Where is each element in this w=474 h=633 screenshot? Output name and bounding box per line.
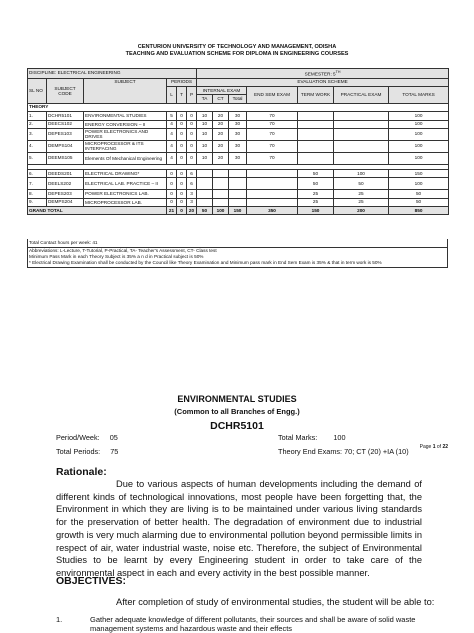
- table-cell: 100: [213, 207, 229, 215]
- table-cell-ct: 20: [213, 128, 229, 140]
- min-pass-note: Minimum Pass Mark in each Theory Subject is 35% a n d in Practical subject is 50%: [29, 254, 204, 259]
- drawing-note: * Electrical Drawing Examination shall be conducted by the Council like Theory Examination and Minimum pass mark in End Sem Exam is 35% & that in term work is 50%: [29, 260, 382, 265]
- table-cell-ta: [197, 169, 213, 177]
- table-cell-t: 0: [177, 140, 187, 152]
- table-cell-tw: [298, 120, 334, 128]
- table-cell: 150: [298, 207, 334, 215]
- table-cell-code: DEEDS201: [47, 169, 84, 177]
- table-cell-code: DEMPS104: [47, 140, 84, 152]
- table-cell-pe: [334, 128, 389, 140]
- table-cell-code: DEELS202: [47, 178, 84, 190]
- table-cell-p: 6: [187, 169, 197, 177]
- university-name: CENTURION UNIVERSITY OF TECHNOLOGY AND MANAGEMENT, ODISHA: [137, 44, 337, 50]
- col-subject: SUBJECT: [84, 78, 167, 103]
- rationale-heading: Rationale:: [56, 466, 107, 478]
- table-cell-subject: Elements Of Mechanical Engineering: [84, 152, 167, 164]
- table-cell-tm: 100: [389, 152, 449, 164]
- table-cell-t: 0: [177, 120, 187, 128]
- period-week: Period/Week: 05: [56, 433, 118, 442]
- table-cell-l: 0: [167, 169, 177, 177]
- table-cell-es: 70: [247, 112, 298, 120]
- table-cell-es: [247, 190, 298, 198]
- table-cell-ta: [197, 198, 213, 206]
- table-cell-l: 4: [167, 140, 177, 152]
- table-cell: 0: [177, 207, 187, 215]
- table-cell-p: 3: [187, 190, 197, 198]
- table-cell-ct: 20: [213, 152, 229, 164]
- table-cell: 20: [187, 207, 197, 215]
- col-termwork: TERM WORK: [298, 86, 334, 103]
- course-code: DCHR5101: [210, 420, 264, 432]
- evaluation-scheme-table: [27, 68, 449, 215]
- col-endsem: END SEM EXAM: [247, 86, 298, 103]
- table-cell-ct: 20: [213, 120, 229, 128]
- table-cell-subject: MICROPROCESSOR & ITS INTERFACING: [84, 140, 167, 152]
- table-cell-code: DCHR5101: [47, 112, 84, 120]
- table-cell-tm: 150: [389, 169, 449, 177]
- table-cell-tw: [298, 140, 334, 152]
- table-cell-ta: 10: [197, 128, 213, 140]
- table-cell-subject: ELECTRICAL DRAWING*: [84, 169, 167, 177]
- table-cell-p: 0: [187, 128, 197, 140]
- table-row: [28, 128, 449, 140]
- table-cell-tm: 100: [389, 120, 449, 128]
- table-cell: 350: [247, 207, 298, 215]
- table-cell-tot: 30: [229, 128, 247, 140]
- table-cell-ta: [197, 178, 213, 190]
- table-cell-tw: 25: [298, 190, 334, 198]
- course-title: ENVIRONMENTAL STUDIES: [177, 394, 297, 404]
- col-periods: PERIODS: [167, 78, 197, 86]
- table-cell-tot: [229, 178, 247, 190]
- table-cell-es: [247, 178, 298, 190]
- table-cell-l: 0: [167, 178, 177, 190]
- table-cell: 21: [167, 207, 177, 215]
- table-cell-tw: [298, 152, 334, 164]
- table-row: [28, 112, 449, 120]
- table-cell-t: 0: [177, 152, 187, 164]
- table-row: [28, 140, 449, 152]
- table-cell-t: 0: [177, 190, 187, 198]
- table-cell-es: 70: [247, 120, 298, 128]
- table-cell-sl: 4.: [28, 140, 47, 152]
- objectives-heading: OBJECTIVES:: [56, 575, 127, 587]
- grand-total-label: GRAND TOTAL: [28, 207, 167, 215]
- col-sl: SL NO: [28, 78, 47, 103]
- table-cell-es: 70: [247, 140, 298, 152]
- theory-label: THEORY: [28, 103, 449, 111]
- abbreviations-note: Abbreviations: L-Lecture, T-Tutorial, P-Practical, TA- Teacher's Assessment, CT- Class test: [29, 248, 217, 253]
- table-cell-ct: 20: [213, 140, 229, 152]
- table-cell-sl: 8.: [28, 190, 47, 198]
- table-cell-p: 0: [187, 120, 197, 128]
- table-cell-t: 0: [177, 198, 187, 206]
- table-cell-t: 0: [177, 112, 187, 120]
- table-cell: 850: [389, 207, 449, 215]
- notes-block: [27, 247, 448, 268]
- table-cell: 50: [197, 207, 213, 215]
- table-cell-subject: POWER ELECTRONICS LAB.: [84, 190, 167, 198]
- table-row: [28, 178, 449, 190]
- table-cell-tot: 30: [229, 112, 247, 120]
- table-cell-ta: 10: [197, 140, 213, 152]
- table-cell-es: [247, 169, 298, 177]
- table-cell-ta: 10: [197, 120, 213, 128]
- page-number: Page 1 of 22: [419, 444, 448, 450]
- table-cell-l: 4: [167, 152, 177, 164]
- course-subtitle: (Common to all Branches of Engg.): [174, 407, 300, 416]
- table-cell-pe: [334, 152, 389, 164]
- table-cell-l: 0: [167, 198, 177, 206]
- table-cell-subject: ENERGY CONVERSION – II: [84, 120, 167, 128]
- table-cell-code: DEMPS204: [47, 198, 84, 206]
- table-cell-sl: 7.: [28, 178, 47, 190]
- total-periods: Total Periods: 75: [56, 447, 119, 456]
- table-cell-t: 0: [177, 169, 187, 177]
- contact-hours: Total Contact hours per week: 41: [27, 239, 448, 248]
- table-cell-tm: 100: [389, 178, 449, 190]
- table-cell-tm: 50: [389, 198, 449, 206]
- table-cell-es: 70: [247, 128, 298, 140]
- table-cell-l: 4: [167, 128, 177, 140]
- table-row: [28, 169, 449, 177]
- theory-rows: [28, 112, 449, 165]
- table-cell-ct: [213, 169, 229, 177]
- table-cell-l: 4: [167, 120, 177, 128]
- table-cell: 200: [334, 207, 389, 215]
- table-cell-p: 0: [187, 112, 197, 120]
- col-code: SUBJECT CODE: [47, 78, 84, 103]
- practical-rows: [28, 169, 449, 206]
- table-cell-p: 0: [187, 152, 197, 164]
- table-cell-tw: [298, 112, 334, 120]
- table-row: [28, 190, 449, 198]
- table-cell-es: [247, 198, 298, 206]
- objectives-intro: After completion of study of environmental studies, the student will be able to:: [116, 597, 435, 607]
- table-cell-ta: 10: [197, 152, 213, 164]
- table-cell-tw: 50: [298, 178, 334, 190]
- table-cell-p: 3: [187, 198, 197, 206]
- col-practical: PRACTICAL EXAM: [334, 86, 389, 103]
- table-cell-pe: [334, 140, 389, 152]
- col-internal: INTERNAL EXAM: [197, 86, 247, 94]
- table-cell-t: 0: [177, 178, 187, 190]
- table-cell-sl: 6.: [28, 169, 47, 177]
- table-row: [28, 198, 449, 206]
- table-cell-tot: 30: [229, 140, 247, 152]
- table-cell-tot: [229, 169, 247, 177]
- total-marks: Total Marks: 100: [278, 433, 346, 442]
- table-cell-l: 0: [167, 190, 177, 198]
- table-cell-tw: [298, 128, 334, 140]
- table-cell-code: DEEMS105: [47, 152, 84, 164]
- table-cell-t: 0: [177, 128, 187, 140]
- objective-text: Gather adequate knowledge of different pollutants, their sources and shall be aware of solid waste management systems and hazardous waste and their effects: [90, 615, 416, 633]
- col-ta: TA: [197, 95, 213, 103]
- table-cell-code: DEPES203: [47, 190, 84, 198]
- table-cell-subject: ENVIRONMENTAL STUDIES: [84, 112, 167, 120]
- table-cell-pe: [334, 120, 389, 128]
- table-cell-sl: 3.: [28, 128, 47, 140]
- table-cell-ta: [197, 190, 213, 198]
- col-ct: CT: [213, 95, 229, 103]
- table-cell-tot: [229, 190, 247, 198]
- table-cell-tot: 30: [229, 152, 247, 164]
- table-cell-es: 70: [247, 152, 298, 164]
- table-cell-subject: POWER ELECTRONICS AND DRIVES: [84, 128, 167, 140]
- table-cell-tm: 50: [389, 190, 449, 198]
- table-row: [28, 152, 449, 164]
- table-cell-sl: 5.: [28, 152, 47, 164]
- col-t: T: [177, 86, 187, 103]
- table-cell-subject: MICROPROCESSOR LAB.: [84, 198, 167, 206]
- rationale-text: Due to various aspects of human developments including the demand of different kinds of technological innovations, most people have been forgetting that, the Environment in which they are living is to be maintained under various living standards for the preservation of better health. The degradation of environment due to industrial growth is very much alarming due to environmental pollution beyond permissible limits in respect of air, water industrial waste, noise etc. Therefore, the subject of Environmental Studies to be learnt by every Engineering student in order to take care of the environmental aspect in each and every activity in the best possible manner.: [56, 479, 422, 578]
- table-cell: 150: [229, 207, 247, 215]
- theory-end-exams: Theory End Exams: 70; CT (20) +IA (10): [278, 447, 409, 456]
- table-cell-ct: [213, 190, 229, 198]
- table-cell-ct: 20: [213, 112, 229, 120]
- table-row: [28, 120, 449, 128]
- table-cell-sl: 1.: [28, 112, 47, 120]
- table-cell-sl: 9.: [28, 198, 47, 206]
- table-cell-tw: 25: [298, 198, 334, 206]
- discipline-cell: DISCIPLINE: ELECTRICAL ENGINEERING: [28, 69, 197, 79]
- table-cell-p: 0: [187, 140, 197, 152]
- table-cell-pe: 25: [334, 190, 389, 198]
- table-cell-tot: [229, 198, 247, 206]
- table-cell-pe: 100: [334, 169, 389, 177]
- col-p: P: [187, 86, 197, 103]
- col-l: L: [167, 86, 177, 103]
- table-cell-ct: [213, 198, 229, 206]
- table-cell-code: DEECS102: [47, 120, 84, 128]
- col-totalmarks: TOTAL MARKS: [389, 86, 449, 103]
- scheme-title: TEACHING AND EVALUATION SCHEME FOR DIPLOMA IN ENGINEERING COURSES: [125, 51, 349, 57]
- table-cell-ct: [213, 178, 229, 190]
- table-cell-code: DEPES103: [47, 128, 84, 140]
- table-cell-p: 6: [187, 178, 197, 190]
- table-cell-pe: 50: [334, 178, 389, 190]
- table-cell-sl: 2.: [28, 120, 47, 128]
- objective-number: 1.: [56, 615, 63, 624]
- table-cell-subject: ELECTRICAL LAB. PRACTICE – II: [84, 178, 167, 190]
- table-cell-tm: 100: [389, 128, 449, 140]
- table-cell-ta: 10: [197, 112, 213, 120]
- col-total: Total: [229, 95, 247, 103]
- col-eval: EVALUATION SCHEME: [197, 78, 449, 86]
- table-cell-tot: 30: [229, 120, 247, 128]
- table-cell-pe: 25: [334, 198, 389, 206]
- table-cell-tw: 50: [298, 169, 334, 177]
- semester-cell: SEMESTER: 5TH: [197, 69, 449, 79]
- table-cell-tm: 100: [389, 112, 449, 120]
- table-cell-pe: [334, 112, 389, 120]
- table-cell-l: 5: [167, 112, 177, 120]
- table-cell-tm: 100: [389, 140, 449, 152]
